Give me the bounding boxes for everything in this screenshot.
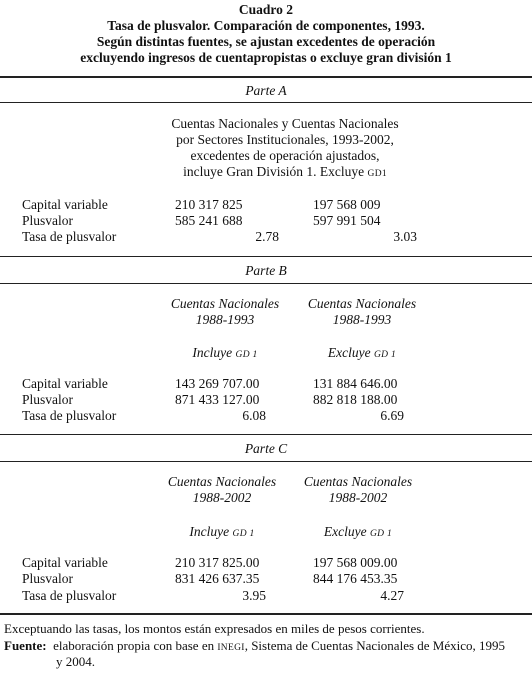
part-b-col2-variant xyxy=(292,345,432,361)
units-note: Exceptuando las tasas, los montos están expresados en miles de pesos corrientes. xyxy=(4,621,425,636)
cell-value: 197 568 009 xyxy=(313,197,381,212)
row-label: Plusvalor xyxy=(22,392,74,407)
cell-value: 143 269 707.00 xyxy=(175,376,260,391)
part-c-label: Parte C xyxy=(244,441,288,456)
cell-value: 197 568 009.00 xyxy=(313,555,398,570)
source-note-label: Fuente: xyxy=(4,638,47,653)
row-label: Capital variable xyxy=(22,197,108,212)
part-a-source-line1: Cuentas Nacionales y Cuentas Nacionales xyxy=(171,116,399,131)
row-label: Tasa de plusvalor xyxy=(22,229,117,244)
part-c-col1-period: 1988-2002 xyxy=(192,490,252,505)
row-label: Plusvalor xyxy=(22,571,74,586)
cell-value: 2.78 xyxy=(255,229,279,244)
part-c-rule xyxy=(0,461,532,462)
part-a-bottom-rule xyxy=(0,256,532,257)
cell-value: 3.95 xyxy=(242,588,266,603)
part-c-col1-variant xyxy=(152,524,292,540)
row-label: Tasa de plusvalor xyxy=(22,588,117,603)
part-a-source-line4 xyxy=(170,164,400,180)
part-a-source-line4-text: incluye Gran División 1. Excluye xyxy=(183,164,368,179)
cell-value: 4.27 xyxy=(380,588,404,603)
cell-value: 131 884 646.00 xyxy=(313,376,398,391)
variant-text: Incluye xyxy=(192,345,236,360)
top-rule xyxy=(0,76,532,78)
table-title: Tasa de plusvalor. Comparación de componentes, 1993. xyxy=(107,18,425,33)
cell-value: 210 317 825.00 xyxy=(175,555,260,570)
part-c-col2-period: 1988-2002 xyxy=(328,490,388,505)
table-subtitle-line2: excluyendo ingresos de cuentapropistas o excluye gran división 1 xyxy=(80,50,452,65)
variant-abbrev: GD 1 xyxy=(370,529,393,539)
part-b-col2-period: 1988-1993 xyxy=(332,312,392,327)
table-subtitle-line1: Según distintas fuentes, se ajustan excedentes de operación xyxy=(96,34,436,49)
part-b-col2-source: Cuentas Nacionales xyxy=(307,296,417,311)
variant-text: Incluye xyxy=(189,524,233,539)
part-a-rule xyxy=(0,102,532,103)
cell-value: 210 317 825 xyxy=(175,197,243,212)
part-b-col1-source: Cuentas Nacionales xyxy=(170,296,280,311)
variant-text: Excluye xyxy=(323,524,371,539)
variant-text: Excluye xyxy=(327,345,375,360)
source-note-pre: elaboración propia con base en xyxy=(53,638,218,653)
part-a-label: Parte A xyxy=(245,83,287,98)
part-a-source-line3: excedentes de operación ajustados, xyxy=(190,148,380,163)
source-note-post: , Sistema de Cuentas Nacionales de México, 1995 xyxy=(244,638,506,653)
cell-value: 585 241 688 xyxy=(175,213,243,228)
bottom-rule xyxy=(0,613,532,615)
cell-value: 871 433 127.00 xyxy=(175,392,260,407)
part-b-rule xyxy=(0,283,532,284)
table-number: Cuadro 2 xyxy=(238,2,294,17)
part-b-col1-period: 1988-1993 xyxy=(195,312,255,327)
part-b-col1-variant xyxy=(155,345,295,361)
cell-value: 844 176 453.35 xyxy=(313,571,398,586)
cell-value: 597 991 504 xyxy=(313,213,381,228)
source-note xyxy=(4,638,505,654)
variant-abbrev: GD 1 xyxy=(235,350,258,360)
part-a-source-line2: por Sectores Institucionales, 1993-2002, xyxy=(176,132,394,147)
row-label: Capital variable xyxy=(22,555,108,570)
variant-abbrev: GD 1 xyxy=(232,529,255,539)
variant-abbrev: GD 1 xyxy=(374,350,397,360)
cell-value: 6.08 xyxy=(242,408,266,423)
part-c-col2-variant xyxy=(288,524,428,540)
part-b-bottom-rule xyxy=(0,434,532,435)
cell-value: 831 426 637.35 xyxy=(175,571,260,586)
cell-value: 882 818 188.00 xyxy=(313,392,398,407)
source-note-line2: y 2004. xyxy=(56,654,95,669)
part-c-col1-source: Cuentas Nacionales xyxy=(167,474,277,489)
cell-value: 6.69 xyxy=(380,408,404,423)
part-a-source-abbrev: GD1 xyxy=(367,169,387,179)
part-c-col2-source: Cuentas Nacionales xyxy=(303,474,413,489)
source-note-abbrev: INEGI xyxy=(217,643,245,653)
row-label: Tasa de plusvalor xyxy=(22,408,117,423)
cell-value: 3.03 xyxy=(393,229,417,244)
part-b-label: Parte B xyxy=(245,263,287,278)
row-label: Capital variable xyxy=(22,376,108,391)
row-label: Plusvalor xyxy=(22,213,74,228)
